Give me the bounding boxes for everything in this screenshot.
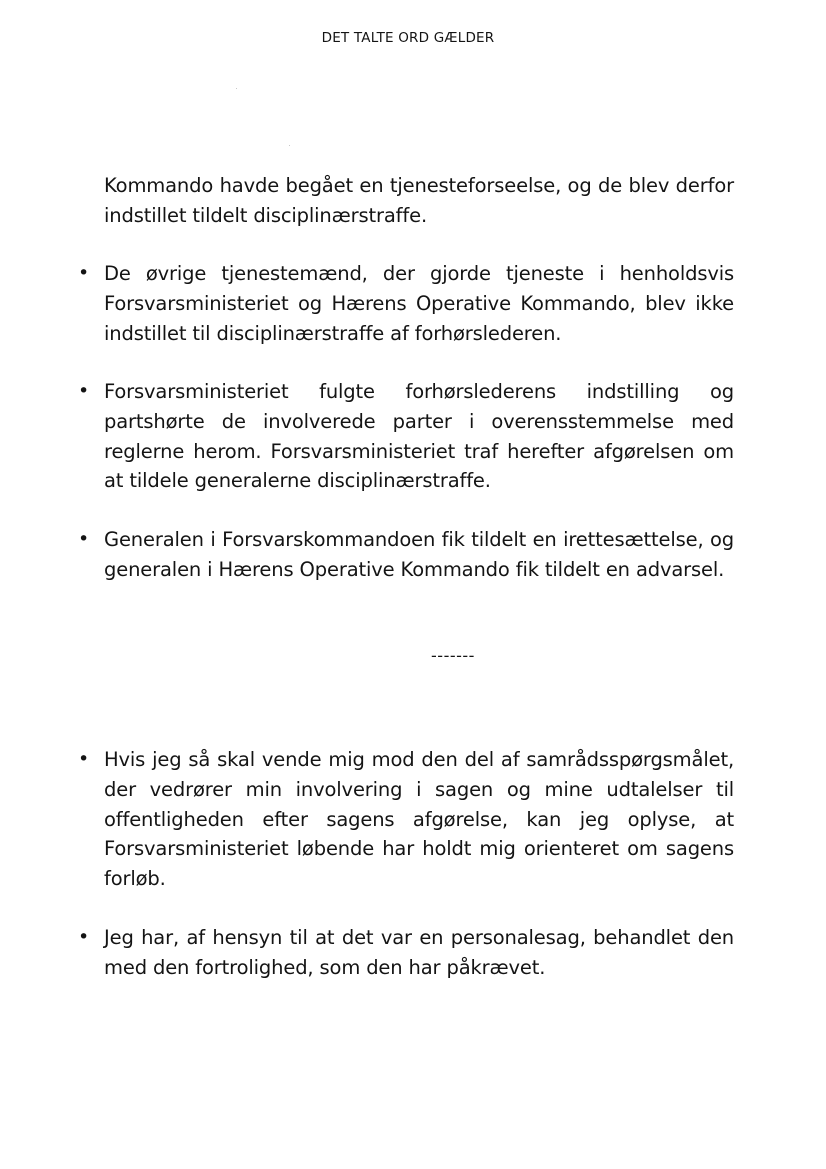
bullet-dot-icon: • xyxy=(78,528,90,550)
bullet-text: De øvrige tjenestemænd, der gjorde tjeneste i henholdsvis Forsvarsministeriet og Hærens Operative Kommando, blev ikke indstillet til disciplinærstraffe af forhørslederen. xyxy=(104,262,734,345)
bullet-item xyxy=(78,525,734,585)
bullet-text: Generalen i Forsvarskommandoen fik tildelt en irettesættelse, og generalen i Hærens Operative Kommando fik tildelt en advarsel. xyxy=(104,528,734,581)
page-header: DET TALTE ORD GÆLDER xyxy=(321,30,495,46)
bullet-dot-icon: • xyxy=(78,380,90,402)
scan-speck xyxy=(236,88,237,89)
bullet-dot-icon: • xyxy=(78,926,90,948)
bullet-dot-icon: • xyxy=(78,262,90,284)
bullet-dot-icon: • xyxy=(78,748,90,770)
intro-text: Kommando havde begået en tjenesteforseelse, og de blev derfor indstillet tildelt disciplinærstraffe. xyxy=(104,174,734,227)
bullet-item xyxy=(78,259,734,348)
bullet-text: Forsvarsministeriet fulgte forhørslederens indstilling og partshørte de involverede parter i overensstemmelse med reglerne herom. Forsvarsministeriet traf herefter afgørelsen om at tildele generalerne disciplinærstraffe. xyxy=(104,380,734,493)
section-separator: ------- xyxy=(431,646,475,665)
bullet-item xyxy=(78,923,734,983)
bullet-item xyxy=(78,377,734,496)
bullet-item xyxy=(78,745,734,894)
bullet-text: Hvis jeg så skal vende mig mod den del af samrådsspørgsmålet, der vedrører min involvering i sagen og mine udtalelser til offentligheden efter sagens afgørelse, kan jeg oplyse, at Forsvarsministeriet løbende har holdt mig orienteret om sagens forløb. xyxy=(104,748,734,891)
bullet-text: Jeg har, af hensyn til at det var en personalesag, behandlet den med den fortrolighed, som den har påkrævet. xyxy=(104,926,734,979)
scan-speck xyxy=(289,145,290,146)
intro-paragraph xyxy=(104,171,734,231)
